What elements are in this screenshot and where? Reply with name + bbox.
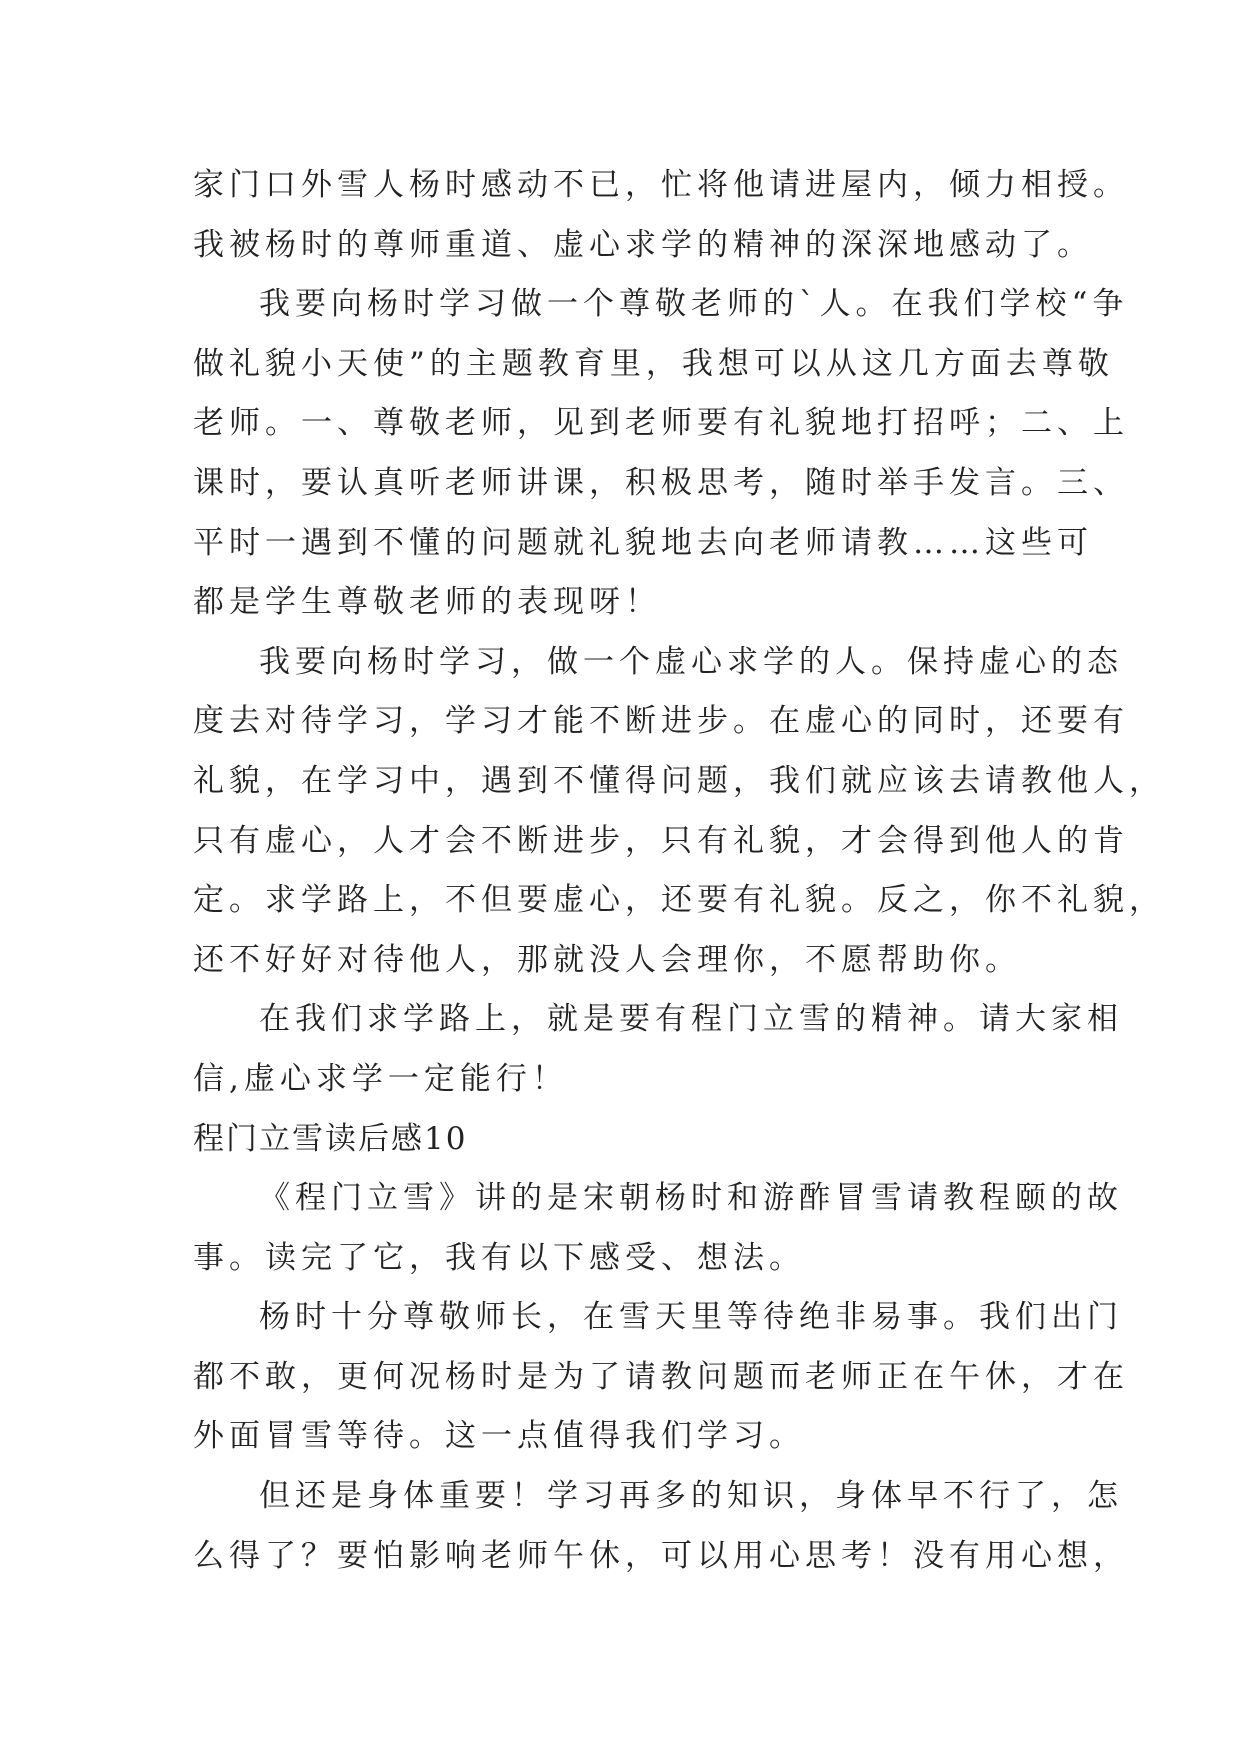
- text-line: 么得了？要怕影响老师午休，可以用心思考！没有用心想，: [193, 1537, 1129, 1574]
- paragraph: [193, 1288, 1129, 1467]
- text-line: 我要向杨时学习做一个尊敬老师的`人。在我们学校“争: [259, 286, 1129, 323]
- section-heading: 程门立雪读后感10: [193, 1120, 468, 1157]
- text-line: 家门口外雪人杨时感动不已，忙将他请进屋内，倾力相授。: [193, 167, 1129, 203]
- text-line: 都不敢，更何况杨时是为了请教问题而老师正在午休，才在: [193, 1358, 1129, 1395]
- text-line: 在我们求学路上，就是要有程门立雪的精神。请大家相: [259, 1001, 1123, 1038]
- text-line: 信,虚心求学一定能行！: [193, 1060, 568, 1097]
- paragraph: [193, 1467, 1129, 1586]
- text-line: 定。求学路上，不但要虚心，还要有礼貌。反之，你不礼貌，: [193, 882, 1165, 919]
- paragraph: [193, 275, 1129, 633]
- text-line: 课时，要认真听老师讲课，积极思考，随时举手发言。三、: [193, 464, 1129, 501]
- document-body: [193, 156, 1165, 1586]
- text-line: 度去对待学习，学习才能不断进步。在虚心的同时，还要有: [193, 703, 1129, 740]
- text-line: 事。读完了它，我有以下感受、想法。: [193, 1239, 805, 1276]
- paragraph: [193, 633, 1165, 991]
- text-line: 只有虚心，人才会不断进步，只有礼貌，才会得到他人的肯: [193, 822, 1129, 859]
- text-line: 老师。一、尊敬老师，见到老师要有礼貌地打招呼；二、上: [193, 405, 1129, 442]
- text-line: 做礼貌小天使”的主题教育里，我想可以从这几方面去尊敬: [193, 345, 1114, 382]
- text-line: 都是学生尊敬老师的表现呀！: [193, 584, 661, 621]
- text-line: 我要向杨时学习，做一个虚心求学的人。保持虚心的态: [259, 643, 1123, 680]
- text-line: 但还是身体重要！学习再多的知识，身体早不行了，怎: [259, 1478, 1123, 1515]
- text-line: 我被杨时的尊师重道、虚心求学的精神的深深地感动了。: [193, 226, 1093, 263]
- text-line: 平时一遇到不懂的问题就礼貌地去向老师请教……这些可: [193, 524, 1093, 561]
- text-line: 《程门立雪》讲的是宋朝杨时和游酢冒雪请教程颐的故: [259, 1180, 1123, 1217]
- text-line: 外面冒雪等待。这一点值得我们学习。: [193, 1418, 805, 1455]
- paragraph: [193, 990, 1123, 1109]
- paragraph: [193, 156, 1129, 275]
- paragraph: [193, 1169, 1123, 1288]
- text-line: 礼貌，在学习中，遇到不懂得问题，我们就应该去请教他人，: [193, 762, 1165, 799]
- text-line: 杨时十分尊敬师长，在雪天里等待绝非易事。我们出门: [259, 1299, 1123, 1336]
- text-line: 还不好好对待他人，那就没人会理你，不愿帮助你。: [193, 941, 1021, 978]
